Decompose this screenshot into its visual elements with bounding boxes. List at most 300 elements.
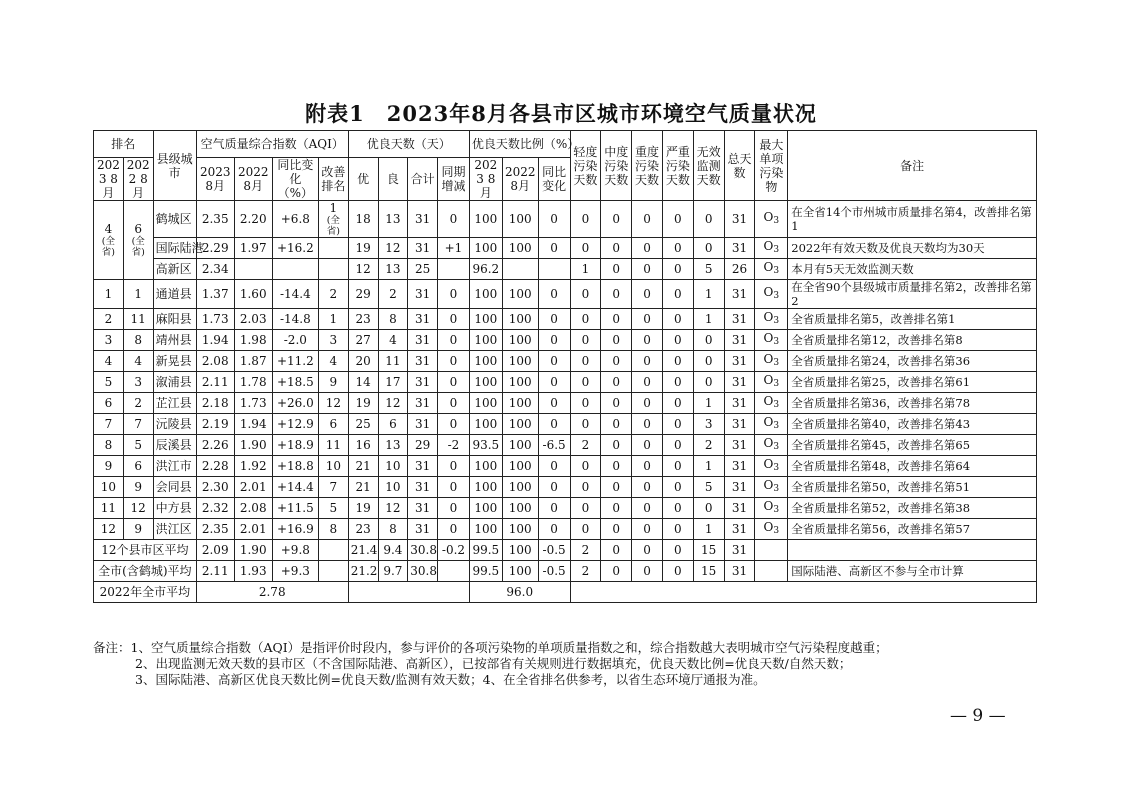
total-cell: 31 <box>724 351 755 372</box>
city-cell: 靖州县 <box>153 330 196 351</box>
mod-cell: 0 <box>601 498 632 519</box>
pollutant-symbol: O <box>763 478 774 492</box>
city-cell: 中方县 <box>153 498 196 519</box>
sum-cell: 29 <box>408 435 438 456</box>
remark-cell: 全省质量排名第48，改善排名第64 <box>788 456 1037 477</box>
remark-cell <box>788 540 1037 561</box>
aqi23-cell: 1.94 <box>196 330 234 351</box>
mod-cell: 0 <box>601 414 632 435</box>
chg-cell: +11.2 <box>272 351 318 372</box>
sum-cell: 31 <box>408 519 438 540</box>
yoy-cell: -2 <box>438 435 470 456</box>
remark-cell: 本月有5天无效监测天数 <box>788 259 1037 280</box>
total-cell: 31 <box>724 414 755 435</box>
aqi22-cell: 1.94 <box>234 414 272 435</box>
table-row <box>94 456 1037 477</box>
pollutant-symbol: O <box>763 210 774 224</box>
r23-cell: 100 <box>469 309 502 330</box>
yoy-cell: 0 <box>438 477 470 498</box>
good-cell: 21 <box>348 477 378 498</box>
city-cell: 新晃县 <box>153 351 196 372</box>
chg-cell: -14.4 <box>272 280 318 309</box>
sum-cell: 31 <box>408 414 438 435</box>
mod-cell: 0 <box>601 280 632 309</box>
sum-cell: 31 <box>408 456 438 477</box>
invalid-cell: 0 <box>693 372 724 393</box>
pollutant-subscript: 3 <box>773 316 780 326</box>
sum-cell: 30.8 <box>408 561 438 582</box>
header-aqi-2023: 2023 8月 <box>196 158 234 201</box>
good-cell: 16 <box>348 435 378 456</box>
chg-cell: +6.8 <box>272 201 318 238</box>
yoy-cell: 0 <box>438 498 470 519</box>
rchg-cell: 0 <box>538 330 570 351</box>
severe-cell: 0 <box>662 393 693 414</box>
footnote-2: 2、出现监测无效天数的县市区（不含国际陆港、高新区），已按部省有关规则进行数据填充，优良天数比例=优良天数/自然天数； <box>135 656 852 671</box>
severe-cell: 0 <box>662 477 693 498</box>
city-cell: 溆浦县 <box>153 372 196 393</box>
average-label: 全市(含鹤城)平均 <box>94 561 197 582</box>
improve-rank-cell <box>318 561 348 582</box>
remark-cell: 全省质量排名第50，改善排名第51 <box>788 477 1037 498</box>
rchg-cell: 0 <box>538 498 570 519</box>
mod-cell: 0 <box>601 540 632 561</box>
light-cell: 0 <box>570 201 601 238</box>
light-cell: 0 <box>570 280 601 309</box>
severe-cell: 0 <box>662 201 693 238</box>
heavy-cell: 0 <box>632 519 663 540</box>
yoy-cell: 0 <box>438 456 470 477</box>
light-cell: 2 <box>570 561 601 582</box>
invalid-cell: 0 <box>693 238 724 259</box>
table-row <box>94 414 1037 435</box>
light-cell: 0 <box>570 414 601 435</box>
invalid-cell: 1 <box>693 519 724 540</box>
heavy-cell: 0 <box>632 259 663 280</box>
r22-cell <box>502 259 538 280</box>
good-cell: 18 <box>348 201 378 238</box>
improve-rank-value: 1 <box>329 201 338 215</box>
r23-cell: 93.5 <box>469 435 502 456</box>
hecheng-rank-2022 <box>123 201 153 280</box>
sum-cell: 31 <box>408 477 438 498</box>
aqi23-cell: 2.30 <box>196 477 234 498</box>
city-cell: 高新区 <box>153 259 196 280</box>
r23-cell: 100 <box>469 456 502 477</box>
rank-2022-cell: 9 <box>123 477 153 498</box>
r22-cell: 100 <box>502 561 538 582</box>
light-cell: 0 <box>570 309 601 330</box>
rank-value: 6 <box>134 222 142 236</box>
total-cell: 31 <box>724 561 755 582</box>
improve-rank-cell: 10 <box>318 456 348 477</box>
yoy-cell: 0 <box>438 201 470 238</box>
rank-2023-cell: 9 <box>94 456 124 477</box>
pollutant-symbol: O <box>763 239 774 253</box>
invalid-cell: 5 <box>693 259 724 280</box>
header-moderate: 中度污染天数 <box>601 131 632 201</box>
fine-cell: 6 <box>378 414 408 435</box>
mod-cell: 0 <box>601 330 632 351</box>
rank-2022-cell: 9 <box>123 519 153 540</box>
remark-cell: 全省质量排名第56，改善排名第57 <box>788 519 1037 540</box>
total-cell: 26 <box>724 259 755 280</box>
city-cell: 会同县 <box>153 477 196 498</box>
good-cell: 27 <box>348 330 378 351</box>
heavy-cell: 0 <box>632 540 663 561</box>
improve-rank-cell: 11 <box>318 435 348 456</box>
table-row <box>94 259 1037 280</box>
chg-cell: +16.9 <box>272 519 318 540</box>
good-cell: 12 <box>348 259 378 280</box>
aqi23-cell: 2.19 <box>196 414 234 435</box>
heavy-cell: 0 <box>632 456 663 477</box>
city-cell: 麻阳县 <box>153 309 196 330</box>
header-county: 县级城市 <box>153 131 196 201</box>
severe-cell: 0 <box>662 259 693 280</box>
city-cell: 洪江区 <box>153 519 196 540</box>
pollutant-subscript: 3 <box>773 526 780 536</box>
header-remark: 备注 <box>788 131 1037 201</box>
city-cell: 鹤城区 <box>153 201 196 238</box>
good-cell: 20 <box>348 351 378 372</box>
sum-cell: 31 <box>408 330 438 351</box>
good-cell: 19 <box>348 393 378 414</box>
chg-cell: +18.9 <box>272 435 318 456</box>
aqi22-cell: 2.01 <box>234 519 272 540</box>
good-cell: 14 <box>348 372 378 393</box>
r23-cell: 100 <box>469 372 502 393</box>
pollutant-subscript: 3 <box>773 337 780 347</box>
good-cell: 23 <box>348 309 378 330</box>
max-pollutant-cell <box>755 561 788 582</box>
severe-cell: 0 <box>662 280 693 309</box>
header-aqi-change: 同比变化（%） <box>272 158 318 201</box>
header-good: 优 <box>348 158 378 201</box>
table-row <box>94 280 1037 309</box>
rank-2022-cell: 3 <box>123 372 153 393</box>
table-row <box>94 435 1037 456</box>
r23-cell: 100 <box>469 519 502 540</box>
max-pollutant-cell <box>755 456 788 477</box>
r22-cell: 100 <box>502 498 538 519</box>
pollutant-symbol: O <box>763 260 774 274</box>
light-cell: 0 <box>570 330 601 351</box>
aqi22-cell: 2.08 <box>234 498 272 519</box>
pollutant-symbol: O <box>763 415 774 429</box>
remark-cell: 在全省90个县级城市质量排名第2，改善排名第2 <box>788 280 1037 309</box>
rank-2023-cell: 3 <box>94 330 124 351</box>
yoy-cell: 0 <box>438 414 470 435</box>
good-cell: 21.4 <box>348 540 378 561</box>
rank-2022-cell: 11 <box>123 309 153 330</box>
rchg-cell: -0.5 <box>538 540 570 561</box>
improve-rank-cell: 5 <box>318 498 348 519</box>
aqi23-cell: 2.35 <box>196 519 234 540</box>
yoy-cell: 0 <box>438 280 470 309</box>
total-cell: 31 <box>724 372 755 393</box>
aqi22-cell: 1.90 <box>234 540 272 561</box>
light-cell: 0 <box>570 238 601 259</box>
fine-cell: 4 <box>378 330 408 351</box>
total-cell: 31 <box>724 477 755 498</box>
r22-cell: 100 <box>502 456 538 477</box>
severe-cell: 0 <box>662 330 693 351</box>
light-cell: 0 <box>570 456 601 477</box>
yoy-cell <box>438 259 470 280</box>
remark-cell: 在全省14个市州城市质量排名第4，改善排名第1 <box>788 201 1037 238</box>
improve-rank-cell: 12 <box>318 393 348 414</box>
rchg-cell: -0.5 <box>538 561 570 582</box>
remark-cell: 全省质量排名第24，改善排名第36 <box>788 351 1037 372</box>
rank-2023-cell: 2 <box>94 309 124 330</box>
severe-cell: 0 <box>662 435 693 456</box>
total-cell: 31 <box>724 498 755 519</box>
r23-cell: 100 <box>469 393 502 414</box>
pollutant-symbol: O <box>763 520 774 534</box>
rchg-cell <box>538 259 570 280</box>
sum-cell: 30.8 <box>408 540 438 561</box>
average-2022-label: 2022年全市平均 <box>94 582 197 603</box>
severe-cell: 0 <box>662 498 693 519</box>
invalid-cell: 15 <box>693 561 724 582</box>
improve-rank-cell <box>318 201 348 238</box>
aqi23-cell: 2.34 <box>196 259 234 280</box>
fine-cell: 13 <box>378 259 408 280</box>
max-pollutant-cell <box>755 519 788 540</box>
light-cell: 0 <box>570 351 601 372</box>
pollutant-symbol: O <box>763 457 774 471</box>
chg-cell <box>272 259 318 280</box>
severe-cell: 0 <box>662 561 693 582</box>
heavy-cell: 0 <box>632 351 663 372</box>
good-cell: 19 <box>348 498 378 519</box>
pollutant-symbol: O <box>763 499 774 513</box>
pollutant-symbol: O <box>763 394 774 408</box>
yoy-cell <box>438 561 470 582</box>
rchg-cell: 0 <box>538 372 570 393</box>
remark-cell: 全省质量排名第12，改善排名第8 <box>788 330 1037 351</box>
pollutant-subscript: 3 <box>773 463 780 473</box>
rank-scope: (全省) <box>101 236 115 258</box>
heavy-cell: 0 <box>632 477 663 498</box>
yoy-cell: 0 <box>438 351 470 372</box>
aqi22-cell: 2.20 <box>234 201 272 238</box>
max-pollutant-cell <box>755 393 788 414</box>
rank-2023-cell: 12 <box>94 519 124 540</box>
rank-2023-cell: 10 <box>94 477 124 498</box>
good-cell: 19 <box>348 238 378 259</box>
heavy-cell: 0 <box>632 238 663 259</box>
header-good-ratio-group: 优良天数比例（%） <box>469 131 570 158</box>
light-cell: 0 <box>570 519 601 540</box>
rank-2022-cell: 1 <box>123 280 153 309</box>
aqi22-cell: 1.73 <box>234 393 272 414</box>
improve-rank-cell <box>318 259 348 280</box>
rchg-cell: 0 <box>538 456 570 477</box>
rchg-cell: 0 <box>538 309 570 330</box>
pollutant-symbol: O <box>763 310 774 324</box>
remark-cell: 全省质量排名第25，改善排名第61 <box>788 372 1037 393</box>
fine-cell: 10 <box>378 456 408 477</box>
fine-cell: 10 <box>378 477 408 498</box>
light-cell: 2 <box>570 435 601 456</box>
average-row-city <box>94 561 1037 582</box>
yoy-cell: 0 <box>438 330 470 351</box>
remark-cell: 全省质量排名第40，改善排名第43 <box>788 414 1037 435</box>
sum-cell: 31 <box>408 498 438 519</box>
rank-scope: (全省) <box>131 236 145 258</box>
total-cell: 31 <box>724 201 755 238</box>
fine-cell: 9.7 <box>378 561 408 582</box>
city-cell: 国际陆港 <box>153 238 196 259</box>
yoy-cell: 0 <box>438 372 470 393</box>
mod-cell: 0 <box>601 561 632 582</box>
aqi22-cell: 1.92 <box>234 456 272 477</box>
aqi22-cell: 2.01 <box>234 477 272 498</box>
aqi23-cell: 2.11 <box>196 372 234 393</box>
header-aqi-improve-rank: 改善排名 <box>318 158 348 201</box>
rank-2023-cell: 8 <box>94 435 124 456</box>
good-cell: 21 <box>348 456 378 477</box>
fine-cell: 2 <box>378 280 408 309</box>
invalid-cell: 0 <box>693 498 724 519</box>
r23-cell: 100 <box>469 414 502 435</box>
header-invalid: 无效监测天数 <box>693 131 724 201</box>
rchg-cell: 0 <box>538 280 570 309</box>
header-max-pollutant: 最大单项污染物 <box>755 131 788 201</box>
rank-2023-cell: 7 <box>94 414 124 435</box>
chg-cell: +14.4 <box>272 477 318 498</box>
pollutant-subscript: 3 <box>773 216 780 226</box>
r22-cell: 100 <box>502 280 538 309</box>
rchg-cell: 0 <box>538 238 570 259</box>
remark-cell: 国际陆港、高新区不参与全市计算 <box>788 561 1037 582</box>
rchg-cell: -6.5 <box>538 435 570 456</box>
aqi22-cell: 1.87 <box>234 351 272 372</box>
rchg-cell: 0 <box>538 414 570 435</box>
aqi22-cell: 1.98 <box>234 330 272 351</box>
table-row <box>94 330 1037 351</box>
severe-cell: 0 <box>662 372 693 393</box>
r22-cell: 100 <box>502 435 538 456</box>
header-severe: 严重污染天数 <box>662 131 693 201</box>
severe-cell: 0 <box>662 519 693 540</box>
yoy-cell: 0 <box>438 393 470 414</box>
invalid-cell: 1 <box>693 280 724 309</box>
chg-cell: +18.5 <box>272 372 318 393</box>
rchg-cell: 0 <box>538 519 570 540</box>
good-cell: 25 <box>348 414 378 435</box>
improve-rank-cell: 3 <box>318 330 348 351</box>
fine-cell: 17 <box>378 372 408 393</box>
aqi23-cell: 2.09 <box>196 540 234 561</box>
light-cell: 1 <box>570 259 601 280</box>
aqi23-cell: 2.28 <box>196 456 234 477</box>
aqi23-cell: 2.11 <box>196 561 234 582</box>
severe-cell: 0 <box>662 414 693 435</box>
max-pollutant-cell <box>755 259 788 280</box>
remark-cell: 2022年有效天数及优良天数均为30天 <box>788 238 1037 259</box>
pollutant-subscript: 3 <box>773 400 780 410</box>
max-pollutant-cell <box>755 372 788 393</box>
light-cell: 0 <box>570 393 601 414</box>
max-pollutant-cell <box>755 498 788 519</box>
pollutant-symbol: O <box>763 352 774 366</box>
invalid-cell: 1 <box>693 393 724 414</box>
max-pollutant-cell <box>755 477 788 498</box>
sum-cell: 31 <box>408 309 438 330</box>
mod-cell: 0 <box>601 435 632 456</box>
rank-2022-cell: 2 <box>123 393 153 414</box>
yoy-cell: 0 <box>438 309 470 330</box>
table-row <box>94 201 1037 238</box>
r22-cell: 100 <box>502 351 538 372</box>
aqi22-cell: 1.97 <box>234 238 272 259</box>
r23-cell: 99.5 <box>469 561 502 582</box>
aqi23-cell: 1.37 <box>196 280 234 309</box>
light-cell: 0 <box>570 498 601 519</box>
pollutant-subscript: 3 <box>773 442 780 452</box>
header-yoy-change: 同期增减 <box>438 158 470 201</box>
mod-cell: 0 <box>601 238 632 259</box>
aqi23-cell: 2.32 <box>196 498 234 519</box>
sum-cell: 25 <box>408 259 438 280</box>
max-pollutant-cell <box>755 280 788 309</box>
remark-cell: 全省质量排名第36，改善排名第78 <box>788 393 1037 414</box>
max-pollutant-cell <box>755 351 788 372</box>
mod-cell: 0 <box>601 393 632 414</box>
aqi22-cell: 2.03 <box>234 309 272 330</box>
pollutant-symbol: O <box>763 285 774 299</box>
fine-cell: 8 <box>378 519 408 540</box>
header-good-days-group: 优良天数（天） <box>348 131 469 158</box>
header-aqi-group: 空气质量综合指数（AQI） <box>196 131 348 158</box>
fine-cell: 12 <box>378 498 408 519</box>
mod-cell: 0 <box>601 309 632 330</box>
chg-cell: +9.3 <box>272 561 318 582</box>
chg-cell: +11.5 <box>272 498 318 519</box>
total-cell: 31 <box>724 519 755 540</box>
r22-cell: 100 <box>502 477 538 498</box>
footnote-3: 3、国际陆港、高新区优良天数比例=优良天数/监测有效天数；4、在全省排名供参考，以省生态环境厅通报为准。 <box>135 672 766 687</box>
header-ratio-2023: 2023 8月 <box>469 158 502 201</box>
total-cell: 31 <box>724 393 755 414</box>
average-2022-ratio: 96.0 <box>469 582 570 603</box>
fine-cell: 12 <box>378 393 408 414</box>
mod-cell: 0 <box>601 372 632 393</box>
mod-cell: 0 <box>601 477 632 498</box>
severe-cell: 0 <box>662 309 693 330</box>
aqi22-cell: 1.60 <box>234 280 272 309</box>
r22-cell: 100 <box>502 238 538 259</box>
aqi23-cell: 2.29 <box>196 238 234 259</box>
table-row <box>94 238 1037 259</box>
r23-cell: 100 <box>469 498 502 519</box>
page-title: 附表1 2023年8月各县市区城市环境空气质量状况 <box>305 101 817 126</box>
aqi23-cell: 2.35 <box>196 201 234 238</box>
rank-2022-cell: 6 <box>123 456 153 477</box>
average-2022-blank-2 <box>570 582 1036 603</box>
improve-rank-cell: 9 <box>318 372 348 393</box>
invalid-cell: 2 <box>693 435 724 456</box>
header-aqi-2022: 2022 8月 <box>234 158 272 201</box>
total-cell: 31 <box>724 540 755 561</box>
page-number: — 9 — <box>950 706 1006 726</box>
chg-cell: -14.8 <box>272 309 318 330</box>
improve-rank-cell <box>318 540 348 561</box>
chg-cell: +12.9 <box>272 414 318 435</box>
